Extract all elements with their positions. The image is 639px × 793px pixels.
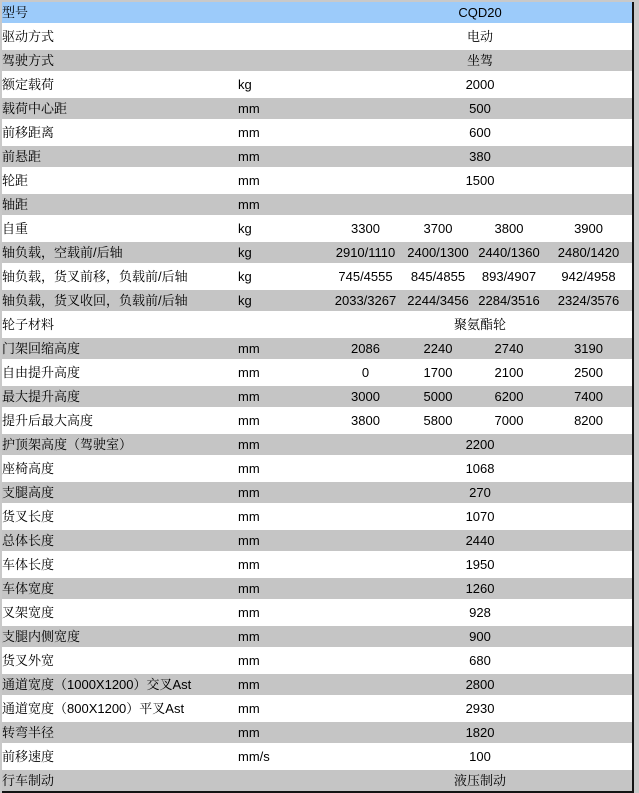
spec-name-cell: 通道宽度（1000X1200）交叉Ast: [2, 674, 238, 698]
spec-unit-cell: [238, 2, 328, 26]
spec-value-cell-merged: 600: [328, 122, 632, 146]
spec-value-cell-merged: 2440: [328, 530, 632, 554]
table-row: [2, 26, 632, 50]
spec-name-cell: 行车制动: [2, 773, 55, 788]
spec-name-cell: 座椅高度: [2, 458, 238, 482]
spec-value-cell: 2240: [403, 338, 473, 362]
table-row: [2, 146, 632, 170]
spec-unit-cell: [238, 770, 328, 791]
spec-unit-cell: mm: [238, 194, 328, 218]
spec-value-cell-merged: 聚氨酯轮: [328, 314, 632, 338]
spec-value-cell-merged: 900: [328, 626, 632, 650]
spec-unit-cell: kg: [238, 242, 328, 266]
spec-unit-cell: mm: [238, 674, 328, 698]
table-row: [2, 194, 632, 218]
spec-table: [2, 2, 632, 791]
table-row: [2, 650, 632, 674]
spec-name-cell: 支腿内侧宽度: [2, 626, 238, 650]
spec-unit-cell: mm: [238, 170, 328, 194]
spec-name-cell: 轴距: [2, 194, 238, 218]
spec-value-cell: 3800: [328, 410, 403, 434]
spec-value-cell-merged: 270: [328, 482, 632, 506]
spec-name-cell: 提升后最大高度: [2, 410, 238, 434]
spec-unit-cell: kg: [238, 290, 328, 314]
spec-unit-cell: mm: [238, 98, 328, 122]
table-row: [2, 674, 632, 698]
spec-unit-cell: mm: [238, 506, 328, 530]
spec-value-cell: 8200: [545, 410, 632, 434]
table-row: [2, 50, 632, 74]
spec-unit-cell: mm: [238, 458, 328, 482]
spec-unit-cell: kg: [238, 266, 328, 290]
spec-value-cell-merged: CQD20: [328, 2, 632, 26]
spec-value-cell-merged: 680: [328, 650, 632, 674]
spec-name-cell: 门架回缩高度: [2, 338, 238, 362]
spec-unit-cell: kg: [238, 74, 328, 98]
spec-unit-cell: [238, 314, 328, 338]
spec-value-cell: 893/4907: [473, 266, 545, 290]
spec-value-cell-merged: 2800: [328, 674, 632, 698]
spec-name-cell: 轴负载，货叉收回，负载前/后轴: [2, 290, 238, 314]
spec-unit-cell: mm: [238, 698, 328, 722]
spec-name-cell: 前移速度: [2, 746, 238, 770]
spec-unit-cell: mm: [238, 554, 328, 578]
spec-unit-cell: mm: [238, 626, 328, 650]
spec-value-cell: 845/4855: [403, 266, 473, 290]
table-row: [2, 746, 632, 770]
spec-name-cell: 驾驶方式: [2, 50, 238, 74]
spec-name-cell: 轴负载，空载前/后轴: [2, 242, 238, 266]
spec-unit-cell: [238, 26, 328, 50]
table-header-row: [2, 2, 632, 26]
table-row: [2, 266, 632, 290]
table-row: [2, 602, 632, 626]
spec-unit-cell: [238, 50, 328, 74]
spec-name-cell: 额定载荷: [2, 74, 238, 98]
spec-value-cell: 2033/3267: [328, 290, 403, 314]
spec-value-cell: 2500: [545, 362, 632, 386]
spec-name-cell: 护顶架高度（驾驶室）: [2, 434, 238, 458]
spec-unit-cell: mm: [238, 122, 328, 146]
spec-value-cell: 2910/1110: [328, 242, 403, 266]
spec-value-cell-merged: 液压制动: [454, 773, 507, 788]
spec-value-cell: 2244/3456: [403, 290, 473, 314]
spec-value-cell: 3000: [328, 386, 403, 410]
spec-name-cell: 前悬距: [2, 146, 238, 170]
spec-value-cell-merged: 100: [328, 746, 632, 770]
spec-unit-cell: kg: [238, 218, 328, 242]
table-row: [2, 290, 632, 314]
spec-value-cell-merged: 928: [328, 602, 632, 626]
spec-value-cell: 2324/3576: [545, 290, 632, 314]
spec-value-cell-merged: 1068: [328, 458, 632, 482]
spec-value-cell: 2284/3516: [473, 290, 545, 314]
table-row: [2, 122, 632, 146]
spec-unit-cell: mm: [238, 650, 328, 674]
spec-name-cell: 轮距: [2, 170, 238, 194]
table-row: [2, 218, 632, 242]
spec-value-cell: 3700: [403, 218, 473, 242]
spec-value-cell-merged: [328, 194, 632, 218]
spec-value-cell-merged: 1500: [328, 170, 632, 194]
spec-name-cell: 叉架宽度: [2, 602, 238, 626]
table-row: [2, 722, 632, 746]
table-row: [2, 530, 632, 554]
spec-name-cell: 载荷中心距: [2, 98, 238, 122]
table-row: [2, 242, 632, 266]
table-row: [2, 506, 632, 530]
spec-value-cell: 5000: [403, 386, 473, 410]
spec-unit-cell: mm/s: [238, 746, 328, 770]
spec-unit-cell: mm: [238, 146, 328, 170]
spec-value-cell: 942/4958: [545, 266, 632, 290]
spec-unit-cell: mm: [238, 602, 328, 626]
spec-value-cell: 2086: [328, 338, 403, 362]
spec-name-cell: 车体长度: [2, 554, 238, 578]
table-row: [2, 458, 632, 482]
spec-value-cell: 3900: [545, 218, 632, 242]
spec-value-cell: 2440/1360: [473, 242, 545, 266]
spec-unit-cell: mm: [238, 410, 328, 434]
spec-name-cell: 支腿高度: [2, 482, 238, 506]
spec-value-cell: 745/4555: [328, 266, 403, 290]
spec-name-cell: 货叉外宽: [2, 650, 238, 674]
spec-name-cell: 总体长度: [2, 530, 238, 554]
spec-unit-cell: mm: [238, 386, 328, 410]
spec-value-cell: 2400/1300: [403, 242, 473, 266]
table-row: [2, 362, 632, 386]
spec-value-cell-merged: 电动: [328, 26, 632, 50]
spec-name-cell: 前移距离: [2, 122, 238, 146]
spec-value-cell-merged: 1950: [328, 554, 632, 578]
spec-unit-cell: mm: [238, 722, 328, 746]
table-row: [2, 578, 632, 602]
spec-value-cell-merged: 2000: [328, 74, 632, 98]
spec-unit-cell: mm: [238, 434, 328, 458]
table-row: [2, 386, 632, 410]
spec-unit-cell: mm: [238, 530, 328, 554]
spec-value-cell: 6200: [473, 386, 545, 410]
table-row: [2, 698, 632, 722]
spec-value-cell-merged: 1260: [328, 578, 632, 602]
spec-value-cell: 0: [328, 362, 403, 386]
spec-value-cell: 2480/1420: [545, 242, 632, 266]
spec-unit-cell: mm: [238, 482, 328, 506]
spec-name-cell: 驱动方式: [2, 26, 238, 50]
spec-value-cell: 2100: [473, 362, 545, 386]
spec-value-cell-merged: 1820: [328, 722, 632, 746]
spec-name-cell: 通道宽度（800X1200）平叉Ast: [2, 698, 238, 722]
spec-unit-cell: mm: [238, 338, 328, 362]
table-row: [2, 554, 632, 578]
spec-table-container: [2, 2, 634, 793]
spec-table-body: [2, 2, 632, 791]
table-row: [2, 626, 632, 650]
spec-value-cell-merged: 380: [328, 146, 632, 170]
spec-value-cell-merged: 2930: [328, 698, 632, 722]
spec-name-cell: 最大提升高度: [2, 386, 238, 410]
spec-value-cell: 3800: [473, 218, 545, 242]
spec-name-cell: 轴负载，货叉前移，负载前/后轴: [2, 266, 238, 290]
spec-name-cell: 自重: [2, 218, 238, 242]
spec-value-cell: 5800: [403, 410, 473, 434]
spec-value-cell: 3190: [545, 338, 632, 362]
table-row: [2, 170, 632, 194]
table-row: [2, 770, 632, 791]
spec-name-cell: 转弯半径: [2, 722, 238, 746]
spec-value-cell-merged: 2200: [328, 434, 632, 458]
table-row: [2, 482, 632, 506]
spec-name-cell: 货叉长度: [2, 506, 238, 530]
spec-value-cell: 3300: [328, 218, 403, 242]
table-row: [2, 434, 632, 458]
spec-value-cell-merged: 坐驾: [328, 50, 632, 74]
spec-value-cell-merged: 1070: [328, 506, 632, 530]
spec-name-cell: 车体宽度: [2, 578, 238, 602]
spec-value-cell: 7400: [545, 386, 632, 410]
table-row: [2, 98, 632, 122]
spec-value-cell: 2740: [473, 338, 545, 362]
table-row: [2, 410, 632, 434]
spec-name-cell: 型号: [2, 2, 238, 26]
spec-name-cell: 轮子材料: [2, 314, 238, 338]
spec-value-cell: 7000: [473, 410, 545, 434]
spec-value-cell-merged: 500: [328, 98, 632, 122]
spec-unit-cell: mm: [238, 578, 328, 602]
table-row: [2, 74, 632, 98]
spec-name-cell: 自由提升高度: [2, 362, 238, 386]
spec-unit-cell: mm: [238, 362, 328, 386]
table-row: [2, 314, 632, 338]
spec-value-cell: 1700: [403, 362, 473, 386]
table-row: [2, 338, 632, 362]
